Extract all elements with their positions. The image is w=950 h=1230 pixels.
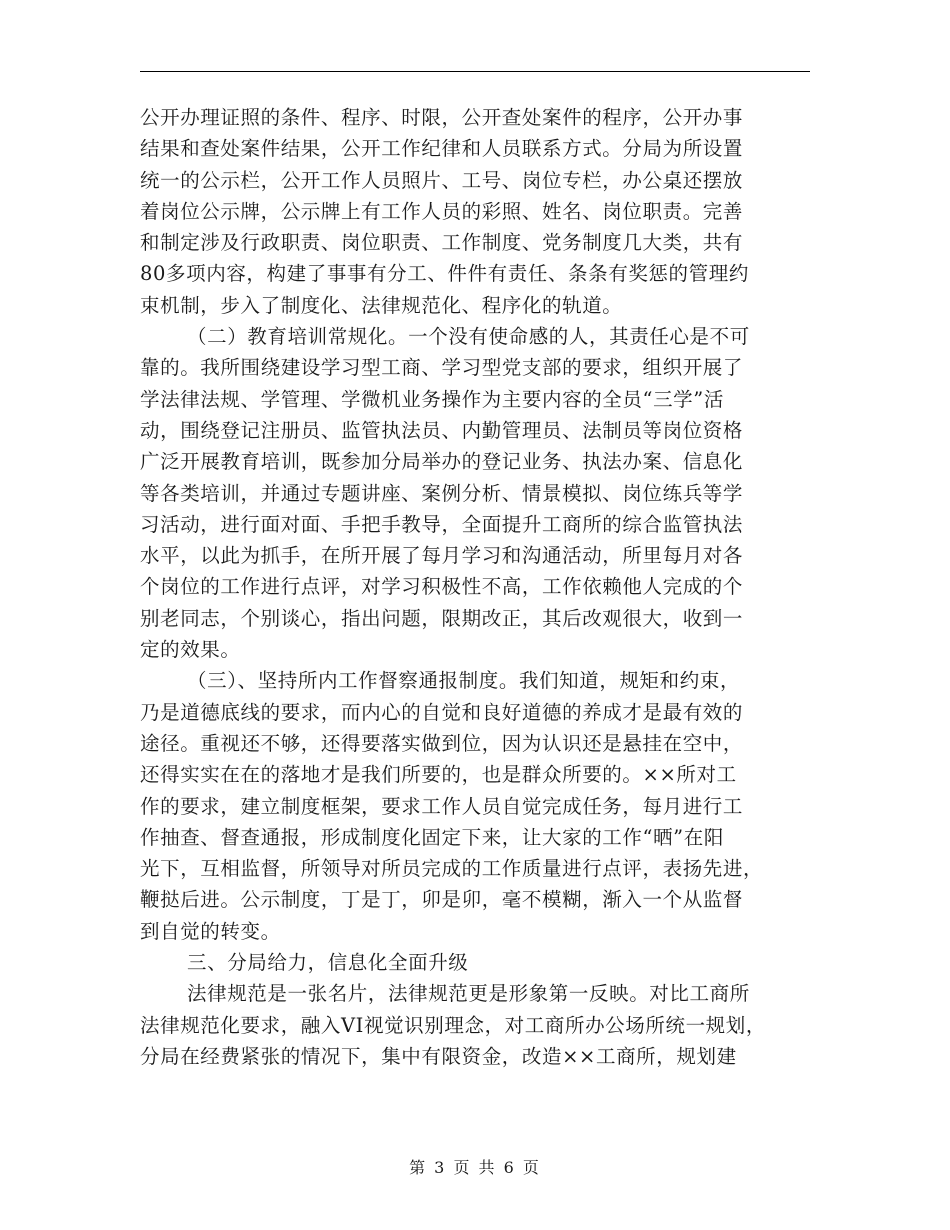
text-line: 乃是道德底线的要求，而内心的自觉和良好道德的养成才是最有效的 [140,700,744,724]
text-line: 定的效果。 [140,638,241,662]
text-line: 作抽查、督查通报，形成制度化固定下来，让大家的工作“晒”在阳 [140,825,724,849]
text-line: 途径。重视还不够，还得要落实做到位，因为认识还是悬挂在空中， [140,731,744,755]
text-line: 动，围绕登记注册员、监管执法员、内勤管理员、法制员等岗位资格 [140,418,744,442]
text-line: 到自觉的转变。 [140,919,281,943]
text-line: 广泛开展教育培训，既参加分局举办的登记业务、执法办案、信息化 [140,450,744,474]
text-line: 三、分局给力，信息化全面升级 [187,951,469,975]
text-line: 公开办理证照的条件、程序、时限，公开查处案件的程序，公开办事 [140,106,744,129]
text-line: 作的要求，建立制度框架，要求工作人员自觉完成任务，每月进行工 [140,794,744,818]
document-body [140,102,812,1072]
text-line: 结果和查处案件结果，公开工作纪律和人员联系方式。分局为所设置 [140,137,744,161]
text-line: 统一的公示栏，公开工作人员照片、工号、岗位专栏，办公桌还摆放 [140,168,744,192]
text-line: 法律规范化要求，融入VI视觉识别理念，对工商所办公场所统一规划， [140,1013,766,1037]
text-line: 光下，互相监督，所领导对所员完成的工作质量进行点评，表扬先进， [140,857,764,881]
text-line: 水平，以此为抓手，在所开展了每月学习和沟通活动，所里每月对各 [140,544,744,568]
text-line: 习活动，进行面对面、手把手教导，全面提升工商所的综合监管执法 [140,512,744,536]
text-line: 和制定涉及行政职责、岗位职责、工作制度、党务制度几大类，共有 [140,231,744,255]
text-line: （三）、坚持所内工作督察通报制度。我们知道，规矩和约束， [187,669,741,693]
text-line: 法律规范是一张名片，法律规范更是形象第一反映。对比工商所 [187,982,750,1006]
text-line: 分局在经费紧张的情况下，集中有限资金，改造××工商所，规划建 [140,1044,737,1068]
text-line: 还得实实在在的落地才是我们所要的，也是群众所要的。××所对工 [140,763,737,787]
text-line: 学法律法规、学管理、学微机业务操作为主要内容的全员“三学”活 [140,387,724,411]
text-line: 束机制，步入了制度化、法律规范化、程序化的轨道。 [140,293,623,317]
text-line: 等各类培训，并通过专题讲座、案例分析、情景模拟、岗位练兵等学 [140,481,744,505]
page-number-footer: 第 3 页 共 6 页 [409,1158,541,1177]
text-line: 鞭挞后进。公示制度，丁是丁，卯是卯，毫不模糊，渐入一个从监督 [140,888,744,912]
text-line: （二）教育培训常规化。一个没有使命感的人，其责任心是不可 [187,325,750,349]
text-line: 着岗位公示牌，公示牌上有工作人员的彩照、姓名、岗位职责。完善 [140,199,744,223]
text-line: 个岗位的工作进行点评，对学习积极性不高，工作依赖他人完成的个 [140,575,744,599]
text-line: 80多项内容，构建了事事有分工、件件有责任、条条有奖惩的管理约 [140,262,749,286]
text-line: 靠的。我所围绕建设学习型工商、学习型党支部的要求，组织开展了 [140,356,744,380]
header-rule [140,71,810,72]
text-line: 别老同志，个别谈心，指出问题，限期改正，其后改观很大，收到一 [140,606,744,630]
